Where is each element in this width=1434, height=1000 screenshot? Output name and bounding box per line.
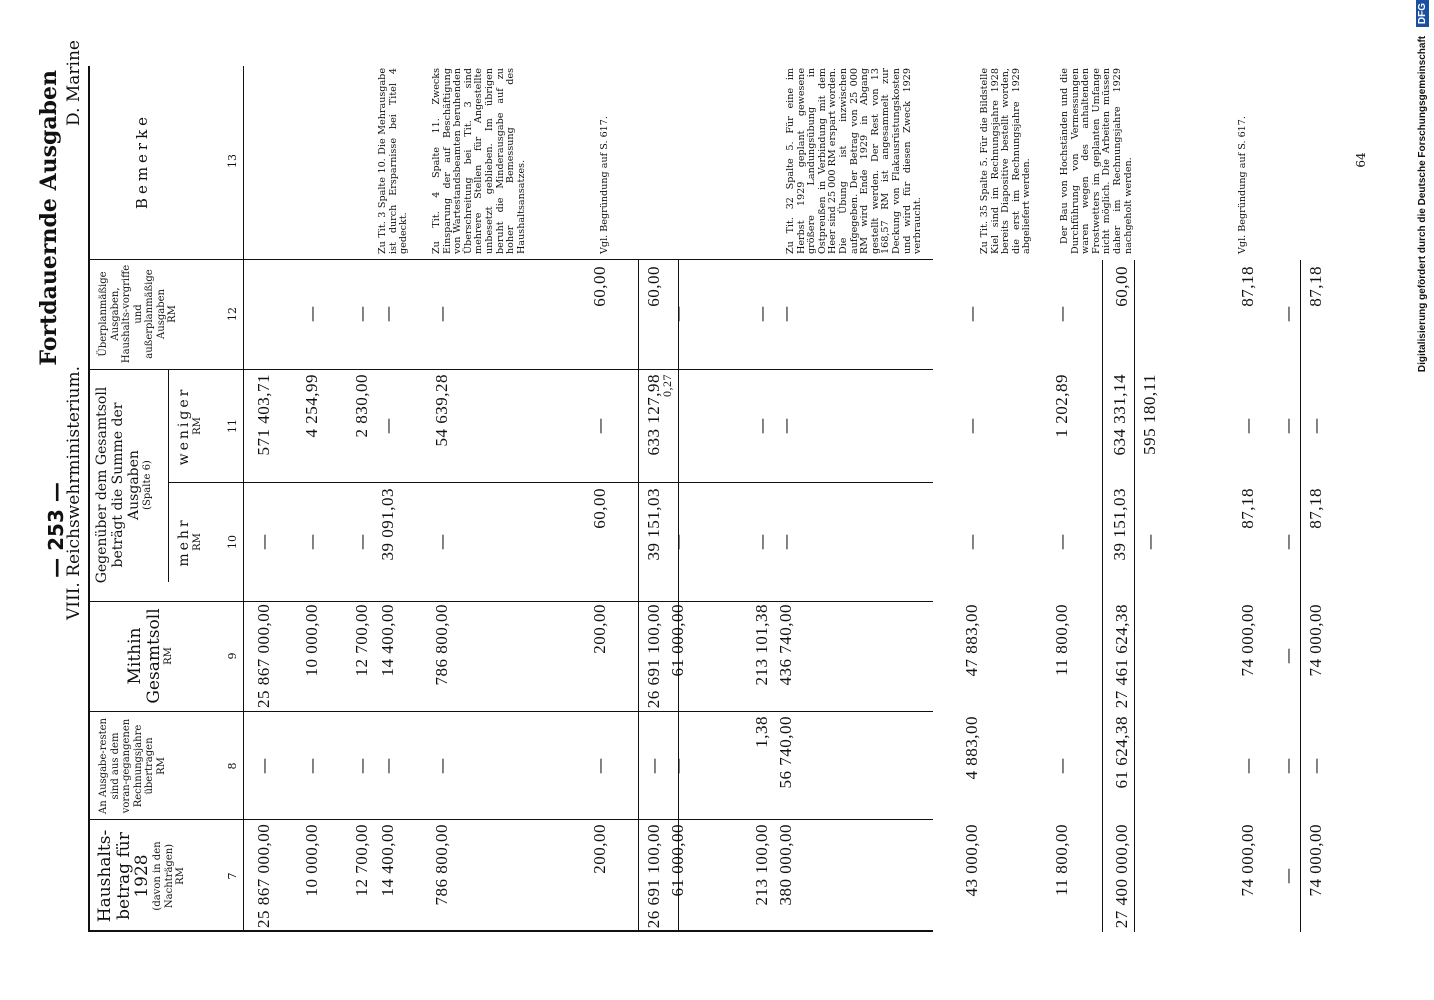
cell-c11: 54 639,28 xyxy=(432,374,451,447)
cell-c12: 60,00 xyxy=(644,266,663,307)
cell-c8: 61 624,38 xyxy=(1112,716,1131,789)
cell-c10: — xyxy=(432,534,451,550)
vline-9-10 xyxy=(88,601,933,602)
cell-c12: — xyxy=(1052,306,1071,322)
cell-c8: — xyxy=(590,758,609,774)
page-title: Fortdauernde Ausgaben xyxy=(36,70,62,366)
colnum-12: 12 xyxy=(226,307,239,321)
colnum-8: 8 xyxy=(226,762,239,770)
vline-11-12 xyxy=(88,369,933,370)
cell-c7: 74 000,00 xyxy=(1238,824,1257,897)
cell-c11: 633 127,98 xyxy=(644,374,663,456)
cell-c7: 27 400 000,00 xyxy=(1112,824,1131,929)
cell-c9: 786 800,00 xyxy=(432,604,451,686)
header-col1011: Gegenüber dem Gesamtsoll beträgt die Summe der Ausgaben (Spalte 6) xyxy=(94,386,154,584)
credit-text: Digitalisierung gefördert durch die Deutsche Forschungsgemeinschaft xyxy=(1417,35,1428,373)
cell-c9: 25 867 000,00 xyxy=(254,603,273,708)
cell-c7: 12 700,00 xyxy=(352,824,371,897)
cell-c7: 74 000,00 xyxy=(1306,824,1325,897)
cell-c10: 39 151,03 xyxy=(1110,488,1129,561)
header-col7: Haushalts- betrag für 1928 (davon in den Nachträgen) RM xyxy=(95,829,187,923)
cell-c8: 4 883,00 xyxy=(962,716,981,780)
vline-7-8 xyxy=(88,819,933,820)
cell-c10: — xyxy=(1278,534,1297,550)
cell-c11: — xyxy=(590,418,609,434)
cell-c8: — xyxy=(432,758,451,774)
cell-c12: — xyxy=(352,306,371,322)
cell-c10: — xyxy=(1052,534,1071,550)
cell-c11: — xyxy=(752,418,771,434)
remark-tit35: Zu Tit. 35 Spalte 5. Für die Bildstelle Kiel sind im Rechnungsjahre 1928 bereits Diapositive bestellt worden, die erst im Rechnungsjahre 1929 abgeliefert werden. xyxy=(979,68,1033,254)
cell-c7: 213 100,00 xyxy=(752,824,771,906)
cell-c7: 200,00 xyxy=(590,824,609,874)
cell-c12: — xyxy=(302,306,321,322)
header-col8: An Ausgabe-resten sind aus dem voran-gegangenen Rechnungsjahre übertragen RM xyxy=(98,718,167,814)
cell-c9: 27 461 624,38 xyxy=(1112,604,1131,709)
remark-tit3: Zu Tit. 3 Spalte 10. Die Mehrausgabe ist durch Ersparnisse bei Titel 4 gedeckt. xyxy=(377,68,410,254)
colnum-10: 10 xyxy=(226,535,239,549)
cell-c9: 61 000,00 xyxy=(668,604,687,677)
cell-c11: 0,27 xyxy=(660,374,674,397)
cell-c8: — xyxy=(644,758,663,774)
cell-c12: — xyxy=(668,306,687,322)
header-col10: mehr RM xyxy=(176,517,204,567)
cell-c9: 10 000,00 xyxy=(302,604,321,677)
cell-c10: — xyxy=(302,534,321,550)
subtotal-rule-1 xyxy=(638,260,639,932)
cell-c12: 87,18 xyxy=(1238,266,1257,307)
cell-c8: — xyxy=(1306,758,1325,774)
page-number: — 253 — xyxy=(44,482,68,578)
cell-c8: — xyxy=(668,758,687,774)
cell-c11: 2 830,00 xyxy=(352,374,371,438)
cell-c7: 25 867 000,00 xyxy=(254,823,273,928)
cell-c10: — xyxy=(668,534,687,550)
cell-c7: 11 800,00 xyxy=(1052,824,1071,896)
cell-c11: — xyxy=(378,418,397,434)
cell-c9: 47 883,00 xyxy=(962,604,981,677)
cell-c8: — xyxy=(254,758,273,774)
cell-c11: 634 331,14 xyxy=(1110,374,1129,456)
cell-c10: 87,18 xyxy=(1238,488,1257,529)
table-top-rule xyxy=(88,66,90,932)
cell-c10: 87,18 xyxy=(1306,488,1325,529)
table-left-rule xyxy=(88,930,933,932)
cell-c11: — xyxy=(776,418,795,434)
digitization-credit xyxy=(1416,0,1429,1000)
cell-c7: 26 691 100,00 xyxy=(644,824,663,929)
cell-c7: 786 800,00 xyxy=(432,824,451,906)
cell-c12: — xyxy=(378,306,397,322)
remark-ref-2: Vgl. Begründung auf S. 617. xyxy=(1237,116,1248,254)
cell-c10: — xyxy=(254,534,273,550)
cell-c10: 60,00 xyxy=(590,488,609,529)
colnum-13: 13 xyxy=(226,154,239,168)
cell-c11: 595 180,11 xyxy=(1140,374,1159,455)
cell-c8: — xyxy=(1238,758,1257,774)
cell-c7: 380 000,00 xyxy=(776,824,795,906)
cell-c12: — xyxy=(962,306,981,322)
cell-c12: 87,18 xyxy=(1306,266,1325,307)
cell-c9: 12 700,00 xyxy=(352,604,371,677)
remark-tit4: Zu Tit. 4 Spalte 11. Zwecks Einsparung der auf Beschäftigung von Wartestandsbeamten beruhenden Überschreitung bei Tit. 3 sind mehrere Stellen für Angestellte unbesetzt geblieben. Im übrigen beruht die Minderausgabe auf zu hoher Bemessung des Haushaltsansatzes. xyxy=(431,68,527,254)
cell-c9: 11 800,00 xyxy=(1052,604,1071,676)
vline-10-11 xyxy=(168,482,933,483)
cell-c9: 14 400,00 xyxy=(378,604,397,677)
cell-c9: 74 000,00 xyxy=(1306,604,1325,677)
cell-c9: 213 101,38 xyxy=(752,604,771,686)
cell-c11: 4 254,99 xyxy=(302,374,321,438)
subtotal-rule-4 xyxy=(1134,260,1135,932)
cell-c8: — xyxy=(1052,758,1071,774)
cell-c12: — xyxy=(776,306,795,322)
cell-c11: — xyxy=(1306,418,1325,434)
vline-12-13 xyxy=(88,259,933,260)
cell-c12: 60,00 xyxy=(590,266,609,307)
dfg-logo: DFG xyxy=(1416,0,1429,27)
cell-c8: 56 740,00 xyxy=(776,716,795,789)
page-subtitle-left: VIII. Reichswehrministerium. xyxy=(64,365,84,620)
colnum-9: 9 xyxy=(226,652,239,660)
cell-c9: 26 691 100,00 xyxy=(644,604,663,709)
subtotal-rule-5 xyxy=(1300,260,1301,932)
cell-c12: — xyxy=(752,306,771,322)
cell-c7: — xyxy=(1278,868,1297,884)
cell-c9: — xyxy=(1278,648,1297,664)
cell-c10: 39 151,03 xyxy=(644,488,663,561)
cell-c11: — xyxy=(1278,418,1297,434)
cell-c8: 1,38 xyxy=(752,716,771,748)
cell-c10: — xyxy=(776,534,795,550)
cell-c10: — xyxy=(1140,534,1159,550)
header-col9: Mithin Gesamtsoll RM xyxy=(125,608,175,704)
remark-tit32: Zu Tit. 32 Spalte 5. Für eine im Herbst 1929 geplant gewesene größere Landungsübung in Ostpreußen in Verbindung mit dem Heer sind 25 000 RM erspart worden. Die Übung ist inzwischen aufgegeben. Der Betrag von 25 000 RM wird Ende 1929 in Abgang gestellt werden. Der Rest von 13 168,57 RM ist angesammelt zur Deckung von Flakausrüstungskosten und wird für diesen Zweck 1929 verbraucht. xyxy=(785,68,924,254)
cell-c11: 1 202,89 xyxy=(1052,374,1071,438)
colnum-7: 7 xyxy=(226,872,239,880)
vline-8-9 xyxy=(88,711,933,712)
cell-c11: — xyxy=(1238,418,1257,434)
cell-c10: — xyxy=(352,534,371,550)
remark-ref-1: Vgl. Begründung auf S. 617. xyxy=(599,116,610,254)
cell-c8: — xyxy=(378,758,397,774)
cell-c8: — xyxy=(1278,758,1297,774)
cell-c10: 39 091,03 xyxy=(378,488,397,561)
cell-c7: 10 000,00 xyxy=(302,824,321,897)
cell-c12: — xyxy=(1278,306,1297,322)
cell-c7: 14 400,00 xyxy=(378,824,397,897)
cell-c11: 571 403,71 xyxy=(254,374,273,456)
cell-c12: — xyxy=(432,306,451,322)
cell-c7: 61 000,00 xyxy=(668,824,687,897)
header-col12: Überplanmäßige Ausgaben, Haushalts-vorgriffe und außerplanmäßige Ausgaben RM xyxy=(98,264,178,364)
header-bottom-rule xyxy=(243,66,244,932)
col-1011-divider xyxy=(168,370,169,582)
cell-c8: — xyxy=(302,758,321,774)
header-col11: weniger RM xyxy=(176,386,204,466)
subtotal-rule-3 xyxy=(1102,260,1103,932)
cell-c10: — xyxy=(752,534,771,550)
cell-c12: 60,00 xyxy=(1112,266,1131,307)
cell-c7: 43 000,00 xyxy=(962,824,981,897)
cell-c9: 200,00 xyxy=(590,604,609,654)
colnum-11: 11 xyxy=(226,419,239,433)
footer-page-number: 64 xyxy=(1354,152,1368,168)
cell-c8: — xyxy=(352,758,371,774)
header-col13: Bemerke xyxy=(133,112,151,210)
cell-c9: 436 740,00 xyxy=(776,604,795,686)
cell-c9: 74 000,00 xyxy=(1238,604,1257,677)
cell-c10: — xyxy=(962,534,981,550)
page-subtitle-right: D. Marine xyxy=(64,40,84,126)
remark-hochstaende: Der Bau von Hochständen und die Durchführung von Vermessungen waren wegen des anhaltenden Frostwetters im geplanten Umfange nicht möglich. Die Arbeiten müssen daher im Rechnungsjahre 1929 nachgeholt werden. xyxy=(1059,68,1134,254)
cell-c11: — xyxy=(962,418,981,434)
